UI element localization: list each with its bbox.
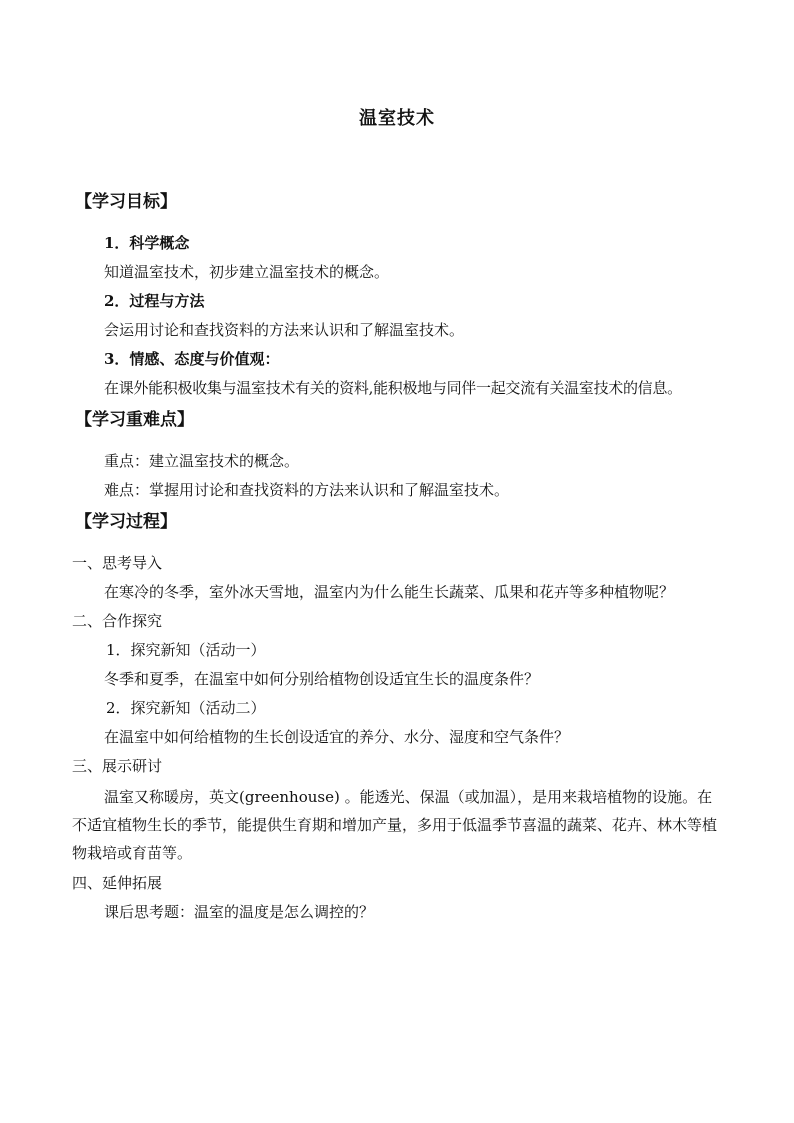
objective-text-1: 知道温室技术，初步建立温室技术的概念。 — [104, 263, 390, 281]
activity-1-text: 冬季和夏季，在温室中如何分别给植物创设适宜生长的温度条件？ — [104, 670, 540, 688]
section-4-heading: 四、延伸拓展 — [72, 874, 163, 892]
activity-1-label: 1．探究新知（活动一） — [106, 641, 266, 659]
section-1-text: 在寒冷的冬季，室外冰天雪地，温室内为什么能生长蔬菜、瓜果和花卉等多种植物呢？ — [104, 583, 675, 601]
objective-label-2: 2．过程与方法 — [104, 292, 205, 310]
objective-text-2: 会运用讨论和查找资料的方法来认识和了解温室技术。 — [104, 321, 465, 339]
section-3-text: 温室又称暖房，英文(greenhouse) 。能透光、保温（或加温），是用来栽培植物的设施。在不适宜植物生长的季节，能提供生育期和增加产量，多用于低温季节喜温的蔬菜、花卉、林木等植物栽培或育苗等。 — [72, 788, 718, 862]
activity-2-label: 2．探究新知（活动二） — [106, 699, 266, 717]
objective-label-1: 1．科学概念 — [104, 234, 190, 252]
activity-2-text: 在温室中如何给植物的生长创设适宜的养分、水分、湿度和空气条件？ — [104, 728, 570, 746]
page-title: 温室技术 — [359, 108, 435, 129]
difficulty-text: 难点：掌握用讨论和查找资料的方法来认识和了解温室技术。 — [104, 481, 510, 499]
process-heading: 【学习过程】 — [75, 512, 177, 532]
objectives-heading: 【学习目标】 — [75, 192, 177, 212]
section-3-heading: 三、展示研讨 — [72, 757, 163, 775]
key-point-text: 重点：建立温室技术的概念。 — [104, 452, 300, 470]
section-4-text: 课后思考题：温室的温度是怎么调控的？ — [104, 903, 375, 921]
objective-label-3: 3．情感、态度与价值观： — [104, 350, 280, 368]
objective-text-3: 在课外能积极收集与温室技术有关的资料,能积极地与同伴一起交流有关温室技术的信息。 — [104, 379, 682, 397]
section-2-heading: 二、合作探究 — [72, 612, 163, 630]
key-points-heading: 【学习重难点】 — [75, 410, 194, 430]
section-1-heading: 一、思考导入 — [72, 554, 163, 572]
